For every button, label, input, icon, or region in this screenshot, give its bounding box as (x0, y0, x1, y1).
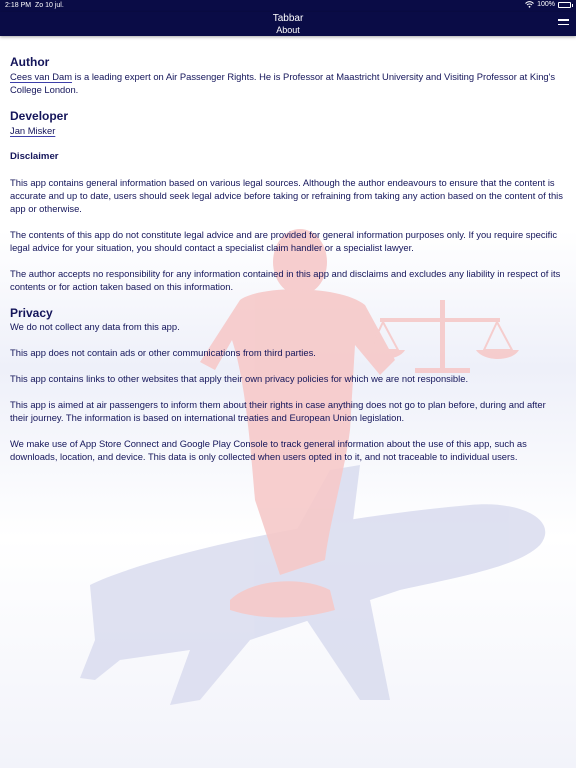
wifi-icon (525, 1, 534, 8)
disclaimer-paragraph: The author accepts no responsibility for any information contained in this app and disclaims and excludes any liability in respect of its contents or for action taken based on this information. (10, 268, 561, 292)
privacy-paragraph: We make use of App Store Connect and Google Play Console to track general information about the use of this app, such as downloads, location, and device. This data is only collected when users opted in to it, and not traceable to individual users. (10, 438, 527, 462)
hamburger-menu-icon[interactable] (558, 19, 569, 28)
privacy-paragraph: This app is aimed at air passengers to inform them about their rights in case anything does not go to plan before, during and after their journey. The information is based on international treaties and European Union legislation. (10, 399, 546, 423)
about-content (10, 55, 566, 463)
battery-percent: 100% (537, 1, 555, 8)
privacy-paragraph: This app does not contain ads or other communications from third parties. (10, 347, 316, 358)
nav-bar (0, 12, 576, 36)
author-heading: Author (10, 55, 50, 69)
author-paragraph (10, 70, 566, 96)
privacy-paragraph: We do not collect any data from this app. (10, 321, 180, 332)
status-date: Zo 10 jul. (35, 2, 64, 9)
privacy-paragraph: This app contains links to other websites that apply their own privacy policies for which we are not responsible. (10, 373, 469, 384)
nav-title: Tabbar (272, 13, 304, 24)
privacy-heading: Privacy (10, 306, 53, 320)
status-right (525, 1, 571, 8)
disclaimer-paragraph: This app contains general information based on various legal sources. Although the author endeavours to ensure that the content is accurate and up to date, users should seek legal advice before taking or refraining from taking any action based on the content of this app or otherwise. (10, 177, 563, 214)
status-time: 2:18 PM (5, 2, 32, 9)
battery-icon (558, 2, 571, 8)
nav-subtitle: About (276, 25, 300, 35)
disclaimer-heading: Disclaimer (10, 151, 59, 162)
developer-heading: Developer (10, 109, 69, 123)
developer-link[interactable]: Jan Misker (10, 125, 56, 136)
author-text: is a leading expert on Air Passenger Rights. He is Professor at Maastricht University and Visiting Professor at King's College London. (10, 71, 556, 95)
status-bar (0, 0, 576, 12)
author-link[interactable]: Cees van Dam (10, 71, 73, 82)
developer-paragraph (10, 124, 566, 137)
disclaimer-paragraph: The contents of this app do not constitute legal advice and are provided for general information purposes only. If you require specific legal advice for your situation, you should contact a specialist claim handler or a specialist lawyer. (10, 229, 558, 253)
